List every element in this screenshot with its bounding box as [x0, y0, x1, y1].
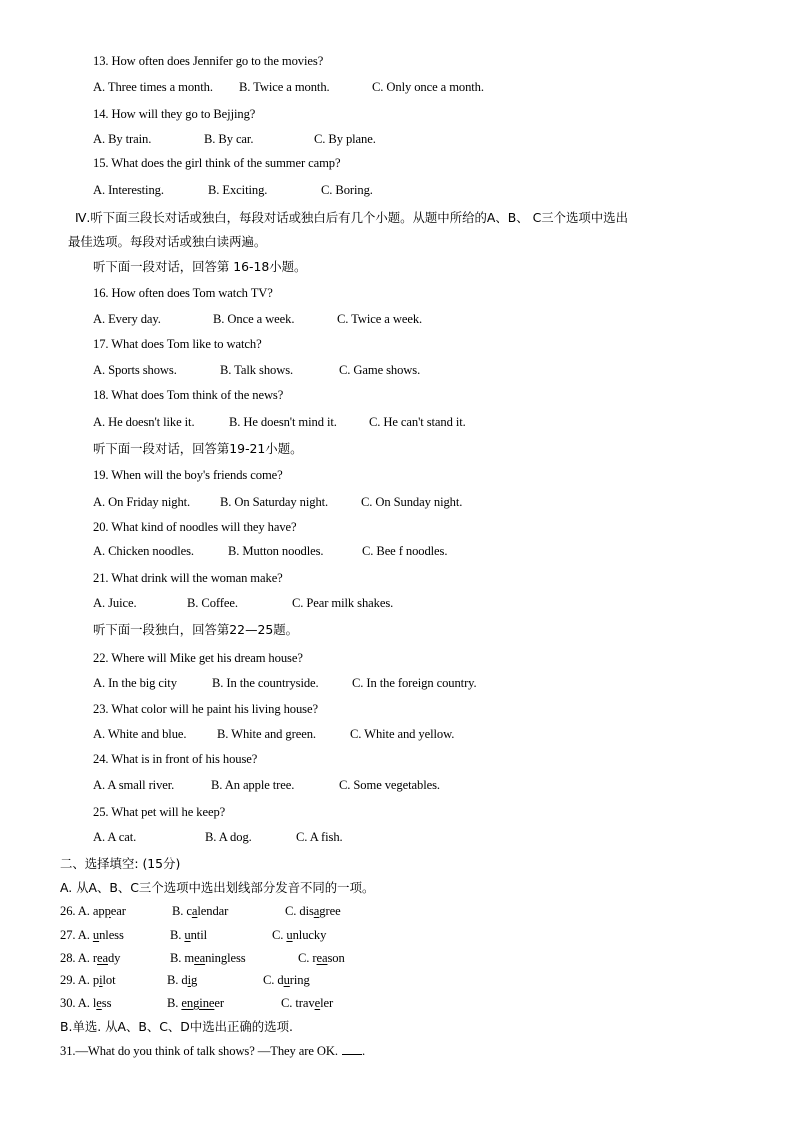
- option-a: A. On Friday night.: [93, 495, 191, 509]
- option-c: C. Pear milk shakes.: [292, 596, 394, 610]
- option-a: A. A cat.: [93, 830, 137, 844]
- option-c: [281, 995, 333, 1011]
- option-a: A. By train.: [93, 132, 152, 146]
- word-part: B.: [167, 996, 182, 1010]
- option-b: B. In the countryside.: [212, 676, 319, 690]
- word-part: l: [92, 996, 97, 1010]
- question-24: 24. What is in front of his house?: [93, 752, 258, 766]
- option-c: C. Game shows.: [339, 363, 421, 377]
- word-part: B. c: [172, 904, 192, 918]
- option-c: C. White and yellow.: [350, 727, 455, 741]
- option-a: [60, 927, 124, 943]
- option-c: [263, 972, 310, 988]
- question-23: 23. What color will he paint his living house?: [93, 702, 318, 716]
- option-a: [60, 995, 111, 1011]
- word-part: nless: [99, 928, 124, 942]
- word-part: ss: [101, 996, 112, 1010]
- underlined-part: u: [184, 928, 191, 942]
- question-31-text: 31.—What do you think of talk shows? —They are OK.: [60, 1044, 338, 1058]
- section-iv-instruction-line2: 最佳选项。每段对话或独白读两遍。: [68, 234, 267, 249]
- question-number: 26. A.: [60, 904, 93, 918]
- option-c: [272, 927, 326, 943]
- underlined-part: a: [191, 904, 198, 918]
- option-b: [170, 950, 246, 966]
- word-part: ring: [289, 973, 310, 987]
- underlined-part: ea: [97, 951, 108, 965]
- word-part: p: [92, 973, 100, 987]
- option-c: C. A fish.: [296, 830, 343, 844]
- monologue-intro: 听下面一段独白，回答第22—25题。: [93, 622, 299, 637]
- word-part: C.: [272, 928, 287, 942]
- option-b: B. Coffee.: [187, 596, 238, 610]
- dialog2-intro: 听下面一段对话，回答第19-21小题。: [93, 441, 303, 456]
- option-a-word: [93, 951, 121, 965]
- option-a: [60, 972, 116, 988]
- question-17: 17. What does Tom like to watch?: [93, 337, 262, 351]
- word-part: lendar: [197, 904, 229, 918]
- word-part: B. d: [167, 973, 188, 987]
- option-a: A. Three times a month.: [93, 80, 213, 94]
- part2-title: 二、选择填空: (15分): [60, 856, 181, 871]
- underlined-part: engine: [181, 996, 215, 1010]
- question-15: 15. What does the girl think of the summer camp?: [93, 156, 341, 170]
- option-c: C. He can't stand it.: [369, 415, 466, 429]
- word-part: son: [327, 951, 345, 965]
- option-b: B. An apple tree.: [211, 778, 295, 792]
- question-25: 25. What pet will he keep?: [93, 805, 226, 819]
- option-a: A. White and blue.: [93, 727, 187, 741]
- option-b: B. By car.: [204, 132, 254, 146]
- word-part: ntil: [190, 928, 208, 942]
- option-a: A. Sports shows.: [93, 363, 177, 377]
- underlined-part: i: [187, 973, 191, 987]
- option-b: [167, 972, 197, 988]
- underlined-part: ea: [194, 951, 206, 965]
- underlined-part: a: [313, 904, 320, 918]
- word-part: lot: [102, 973, 116, 987]
- question-number: 28. A.: [60, 951, 93, 965]
- word-part: ler: [320, 996, 334, 1010]
- question-number: 30. A.: [60, 996, 93, 1010]
- option-b: B. Twice a month.: [239, 80, 330, 94]
- option-b: B. He doesn't mind it.: [229, 415, 337, 429]
- option-c: C. Only once a month.: [372, 80, 484, 94]
- option-b: B. Once a week.: [213, 312, 295, 326]
- option-c: C. On Sunday night.: [361, 495, 463, 509]
- option-a: A. In the big city: [93, 676, 177, 690]
- word-part: B.: [170, 928, 185, 942]
- word-part: ap: [92, 904, 105, 918]
- question-19: 19. When will the boy's friends come?: [93, 468, 283, 482]
- option-c: C. Boring.: [321, 183, 373, 197]
- option-a-word: [93, 973, 116, 987]
- word-part: ningless: [205, 951, 246, 965]
- option-a: A. He doesn't like it.: [93, 415, 195, 429]
- word-part: B. m: [170, 951, 195, 965]
- word-part: C. r: [298, 951, 317, 965]
- option-b: B. Talk shows.: [220, 363, 294, 377]
- question-16: 16. How often does Tom watch TV?: [93, 286, 273, 300]
- question-18: 18. What does Tom think of the news?: [93, 388, 284, 402]
- question-21: 21. What drink will the woman make?: [93, 571, 283, 585]
- word-part: dy: [107, 951, 121, 965]
- option-a-word: [93, 904, 126, 918]
- question-number: 29. A.: [60, 973, 93, 987]
- option-a: A. Every day.: [93, 312, 161, 326]
- option-a: [60, 903, 126, 919]
- word-part: C. trav: [281, 996, 315, 1010]
- section-iv-instruction-line1: Ⅳ.听下面三段长对话或独白，每段对话或独白后有几个小题。从题中所给的A、B、 C三个选项中选出: [75, 210, 628, 225]
- option-a: [60, 950, 120, 966]
- option-b: B. A dog.: [205, 830, 252, 844]
- word-part: gree: [319, 904, 341, 918]
- option-b: B. Mutton noodles.: [228, 544, 324, 558]
- underlined-part: e: [96, 996, 102, 1010]
- word-part: g: [191, 973, 198, 987]
- option-b: [172, 903, 228, 919]
- period: .: [361, 1044, 366, 1058]
- question-31: [60, 1043, 365, 1059]
- question-13: 13. How often does Jennifer go to the movies?: [93, 54, 324, 68]
- answer-blank: [342, 1043, 362, 1055]
- option-b: B. White and green.: [217, 727, 316, 741]
- word-part: r: [92, 951, 97, 965]
- option-b: [167, 995, 224, 1011]
- part2a-title: A. 从A、B、C三个选项中选出划线部分发音不同的一项。: [60, 880, 375, 895]
- option-c: C. In the foreign country.: [352, 676, 477, 690]
- option-c: C. Twice a week.: [337, 312, 423, 326]
- option-c: [285, 903, 341, 919]
- option-a: A. Juice.: [93, 596, 137, 610]
- underlined-part: u: [283, 973, 290, 987]
- underlined-part: i: [99, 973, 103, 987]
- underlined-part: p: [104, 904, 111, 918]
- question-22: 22. Where will Mike get his dream house?: [93, 651, 303, 665]
- option-b: [170, 927, 207, 943]
- option-a: A. Chicken noodles.: [93, 544, 194, 558]
- question-number: 27. A.: [60, 928, 93, 942]
- question-20: 20. What kind of noodles will they have?: [93, 520, 297, 534]
- option-c: C. By plane.: [314, 132, 376, 146]
- dialog1-intro: 听下面一段对话，回答第 16-18小题。: [93, 259, 307, 274]
- option-b: B. Exciting.: [208, 183, 268, 197]
- option-b: B. On Saturday night.: [220, 495, 329, 509]
- option-c: C. Some vegetables.: [339, 778, 440, 792]
- option-c: C. Bee f noodles.: [362, 544, 448, 558]
- question-14: 14. How will they go to Bejjing?: [93, 107, 256, 121]
- word-part: C. d: [263, 973, 284, 987]
- word-part: ear: [110, 904, 126, 918]
- option-a-word: [93, 928, 124, 942]
- word-part: er: [214, 996, 224, 1010]
- option-a-word: [93, 996, 112, 1010]
- option-a: A. Interesting.: [93, 183, 164, 197]
- option-a: A. A small river.: [93, 778, 175, 792]
- option-c: [298, 950, 345, 966]
- underlined-part: u: [286, 928, 293, 942]
- word-part: C. dis: [285, 904, 314, 918]
- underlined-part: e: [314, 996, 321, 1010]
- underlined-part: ea: [316, 951, 328, 965]
- part2b-title: B.单选. 从A、B、C、D中选出正确的选项.: [60, 1019, 293, 1034]
- underlined-part: u: [92, 928, 100, 942]
- word-part: nlucky: [292, 928, 327, 942]
